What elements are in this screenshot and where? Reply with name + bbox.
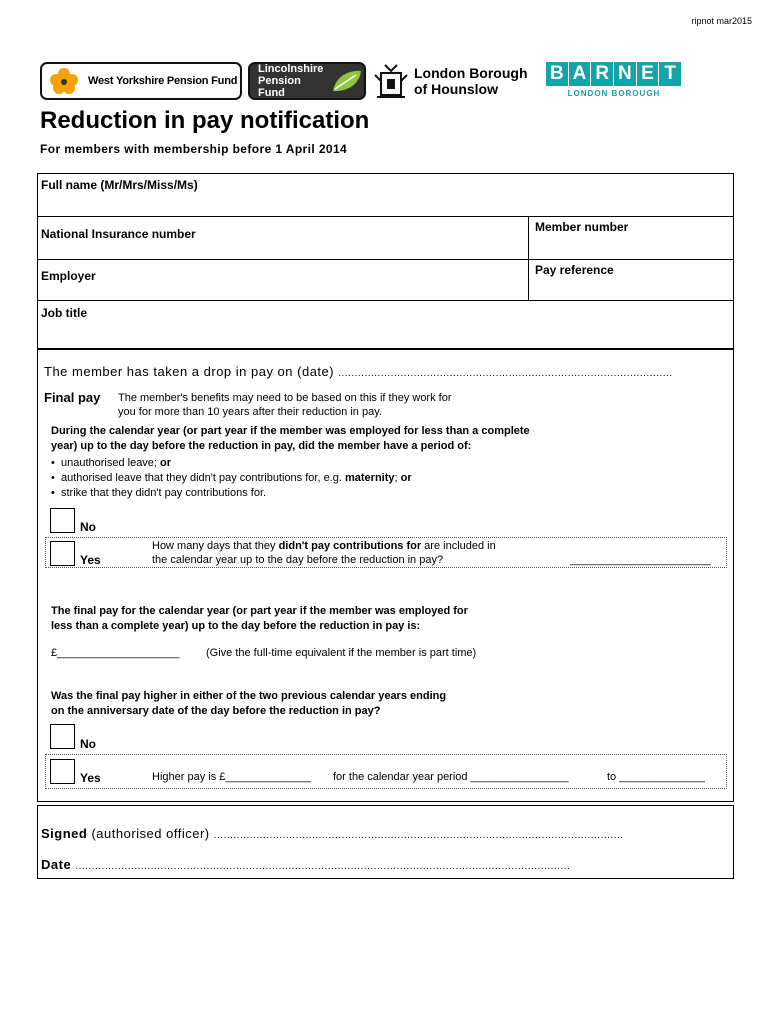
hounslow-logo xyxy=(372,60,542,102)
west-yorkshire-logo xyxy=(40,62,242,100)
higher-yes-label: Yes xyxy=(80,771,101,785)
leave-question-line2: year) up to the day before the reduction in pay, did the member have a period of: xyxy=(51,440,472,452)
member-number-label: Member number xyxy=(535,220,629,234)
document-reference: ripnot mar2015 xyxy=(691,16,752,26)
pay-reference-field[interactable] xyxy=(535,279,730,297)
final-pay-heading: Final pay xyxy=(44,390,101,405)
barnet-letter: R xyxy=(591,62,613,86)
bullet-item: • strike that they didn't pay contributions for. xyxy=(51,487,267,499)
period-to-field[interactable]: to ______________ xyxy=(607,771,705,783)
leave-question xyxy=(51,424,530,454)
pay-reference-label: Pay reference xyxy=(535,263,614,277)
days-q-b: didn't pay contributions for xyxy=(275,540,422,552)
days-question-line1 xyxy=(152,539,496,553)
days-q-a: How many days that they xyxy=(152,540,276,552)
divider xyxy=(37,259,734,260)
bullet-item: • unauthorised leave; or xyxy=(51,457,172,469)
drop-in-pay-label: The member has taken a drop in pay on (date) xyxy=(44,364,335,379)
flower-icon xyxy=(46,66,82,96)
date-dots: ....................................................................................................................................................... xyxy=(75,861,571,872)
bullet-item: • authorised leave that they didn't pay contributions for, e.g. maternity; or xyxy=(51,472,412,484)
bullet-bold: maternity xyxy=(341,472,395,484)
bullet-bold: or xyxy=(397,472,412,484)
member-number-field[interactable] xyxy=(535,236,730,256)
full-name-label: Full name (Mr/Mrs/Miss/Ms) xyxy=(41,178,198,192)
higher-pay-line2: on the anniversary date of the day before the reduction in pay? xyxy=(51,705,381,717)
barnet-subtitle: LONDON BOROUGH xyxy=(567,89,661,98)
ni-number-field[interactable] xyxy=(235,220,525,256)
higher-pay-line1: Was the final pay higher in either of the two previous calendar years ending xyxy=(51,690,447,702)
final-pay-desc-line1: The member's benefits may need to be based on this if they work for xyxy=(118,392,452,404)
barnet-letter: T xyxy=(659,62,681,86)
divider xyxy=(37,216,734,217)
crest-icon xyxy=(372,61,410,101)
hounslow-line1: London Borough xyxy=(414,65,528,81)
job-title-field[interactable] xyxy=(40,321,730,346)
higher-no-checkbox[interactable] xyxy=(50,724,75,749)
divider xyxy=(528,216,529,300)
higher-pay-amount-field[interactable]: Higher pay is £______________ xyxy=(152,771,312,783)
higher-pay-question xyxy=(51,689,446,719)
leave-no-checkbox[interactable] xyxy=(50,508,75,533)
barnet-letter: E xyxy=(637,62,659,86)
final-pay-desc-line2: you for more than 10 years after their reduction in pay. xyxy=(118,406,382,418)
barnet-letters xyxy=(546,62,682,86)
bullet-text: authorised leave that they didn't pay contributions for, e.g. xyxy=(60,472,342,484)
bullet-text: unauthorised leave; xyxy=(60,457,157,469)
date-line[interactable] xyxy=(41,857,731,872)
divider xyxy=(37,300,734,301)
higher-yes-checkbox[interactable] xyxy=(50,759,75,784)
final-pay-description xyxy=(118,391,452,419)
leave-bullets xyxy=(51,456,412,501)
days-question xyxy=(152,539,496,567)
final-pay-amount-question xyxy=(51,604,468,634)
employer-field[interactable] xyxy=(115,263,525,297)
leaf-icon xyxy=(330,68,364,94)
barnet-letter: B xyxy=(546,62,568,86)
final-pay-amount-note: (Give the full-time equivalent if the member is part time) xyxy=(206,647,477,659)
drop-in-pay-line xyxy=(44,364,724,379)
job-title-label: Job title xyxy=(41,306,88,320)
ni-number-label xyxy=(41,227,196,241)
page-title: Reduction in pay notification xyxy=(40,107,370,134)
days-question-line2: the calendar year up to the day before the reduction in pay? xyxy=(152,554,444,566)
leave-no-label: No xyxy=(80,520,96,534)
full-name-field[interactable] xyxy=(40,193,730,214)
calendar-period-field[interactable]: for the calendar year period ________________ xyxy=(333,771,569,783)
bullet-bold: or xyxy=(156,457,172,469)
higher-no-label: No xyxy=(80,737,96,751)
leave-yes-label: Yes xyxy=(80,553,101,567)
leave-yes-checkbox[interactable] xyxy=(50,541,75,566)
barnet-letter: N xyxy=(614,62,636,86)
lincolnshire-line2: Pension Fund xyxy=(258,75,301,99)
signed-role: (authorised officer) xyxy=(87,826,210,841)
signed-dots: ............................................................................................................................. xyxy=(213,830,624,841)
bullet-tail: ; xyxy=(394,472,398,484)
lincolnshire-line1: Lincolnshire xyxy=(258,63,324,75)
signed-label: Signed xyxy=(41,826,88,841)
west-yorkshire-name: West Yorkshire Pension Fund xyxy=(88,75,238,87)
lincolnshire-logo xyxy=(248,62,366,100)
date-label: Date xyxy=(41,857,72,872)
page-subtitle: For members with membership before 1 April 2014 xyxy=(40,142,348,156)
barnet-logo xyxy=(546,62,682,102)
leave-question-line1: During the calendar year (or part year if the member was employed for less than a complete xyxy=(51,425,530,437)
employer-label: Employer xyxy=(41,269,96,283)
hounslow-line2: of Hounslow xyxy=(414,81,498,97)
bullet-text: strike that they didn't pay contributions for. xyxy=(60,487,267,499)
days-blank-field[interactable]: _______________________ xyxy=(570,554,711,566)
ni-number-text: National Insurance number xyxy=(41,227,196,241)
days-q-c: are included in xyxy=(421,540,496,552)
final-pay-amount-line2: less than a complete year) up to the day before the reduction in pay is: xyxy=(51,620,421,632)
final-pay-amount-line1: The final pay for the calendar year (or part year if the member was employed for xyxy=(51,605,468,617)
signed-line[interactable] xyxy=(41,826,731,841)
barnet-letter: A xyxy=(569,62,591,86)
final-pay-amount-field[interactable]: £____________________ xyxy=(51,647,180,659)
drop-in-pay-dots: ...................................................................................................... xyxy=(338,368,673,379)
